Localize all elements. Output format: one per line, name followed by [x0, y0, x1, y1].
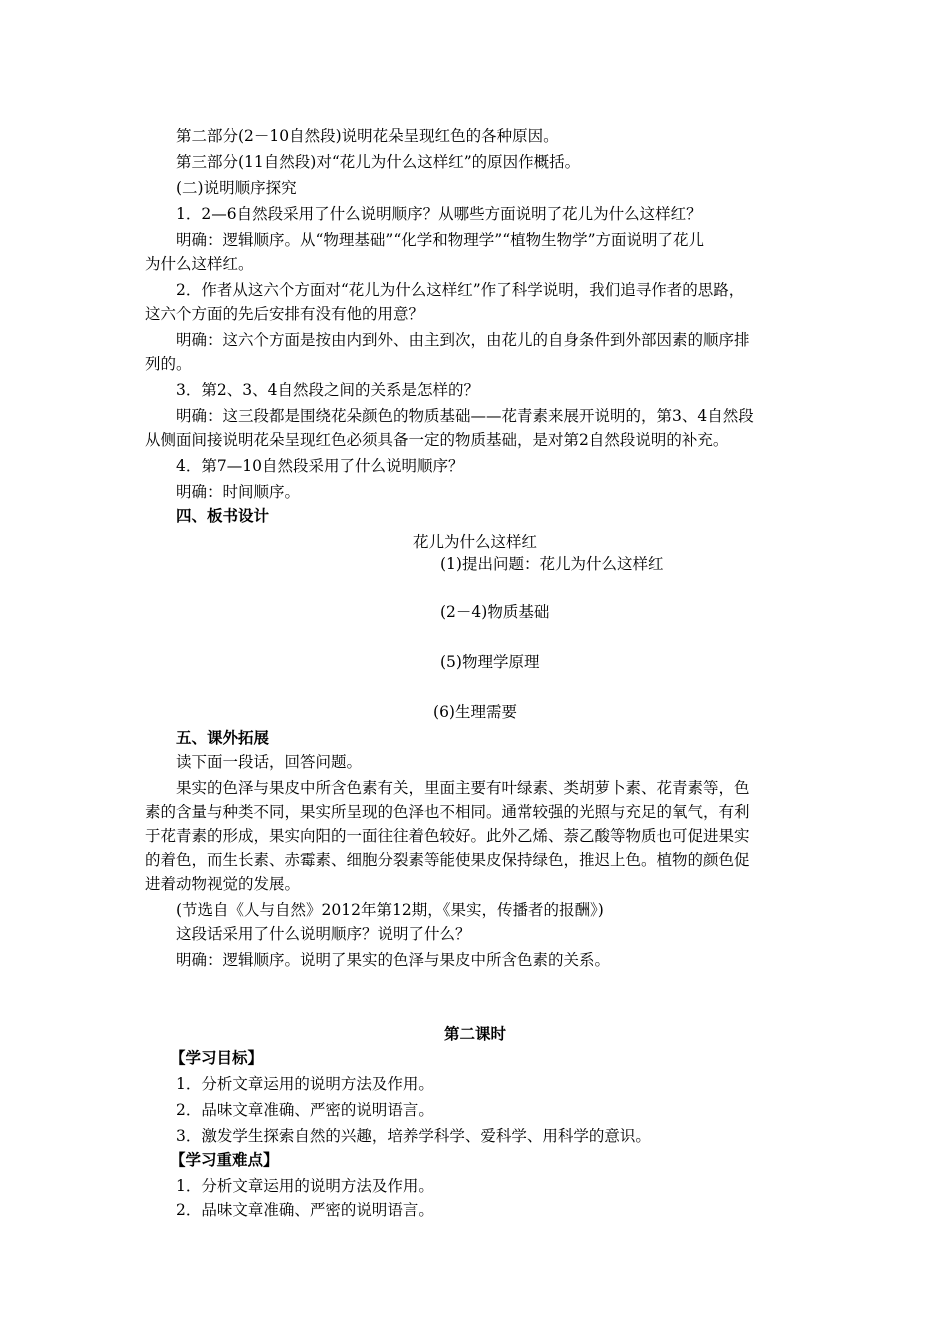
key-point-1: 1．分析文章运用的说明方法及作用。 — [176, 1177, 434, 1195]
question-2-line2: 这六个方面的先后安排有没有他的用意？ — [145, 305, 425, 323]
answer-4: 明确：时间顺序。 — [176, 483, 301, 501]
goal-2: 2．品味文章准确、严密的说明语言。 — [176, 1101, 434, 1119]
extension-text-line2: 素的含量与种类不同，果实所呈现的色泽也不相同。通常较强的光照与充足的氧气，有利 — [145, 803, 750, 821]
question-1: 1．2—6自然段采用了什么说明顺序？从哪些方面说明了花儿为什么这样红？ — [176, 205, 702, 223]
subheading-order: (二)说明顺序探究 — [176, 179, 297, 197]
extension-text-line3: 于花青素的形成，果实向阳的一面往往着色较好。此外乙烯、萘乙酸等物质也可促进果实 — [145, 827, 750, 845]
board-title: 花儿为什么这样红 — [412, 533, 537, 551]
lesson2-title: 第二课时 — [443, 1024, 506, 1043]
paragraph-part3: 第三部分(11自然段)对“花儿为什么这样红”的原因作概括。 — [176, 153, 581, 171]
board-line-4: (6)生理需要 — [433, 703, 517, 721]
answer-3-line2: 从侧面间接说明花朵呈现红色必须具备一定的物质基础，是对第2自然段说明的补充。 — [145, 431, 729, 449]
key-point-2: 2．品味文章准确、严密的说明语言。 — [176, 1201, 434, 1219]
goals-heading: 【学习目标】 — [170, 1048, 264, 1067]
board-line-2: (2－4)物质基础 — [440, 603, 550, 621]
question-3: 3．第2、3、4自然段之间的关系是怎样的？ — [176, 381, 479, 399]
extension-source: (节选自《人与自然》2012年第12期，《果实，传播者的报酬》) — [176, 901, 604, 919]
extension-answer: 明确：逻辑顺序。说明了果实的色泽与果皮中所含色素的关系。 — [176, 951, 611, 969]
board-line-1: (1)提出问题：花儿为什么这样红 — [440, 555, 664, 573]
extension-question: 这段话采用了什么说明顺序？说明了什么？ — [176, 925, 471, 943]
answer-1-line2: 为什么这样红。 — [145, 255, 254, 273]
paragraph-part2: 第二部分(2－10自然段)说明花朵呈现红色的各种原因。 — [176, 127, 559, 145]
extension-text-line4: 的着色，而生长素、赤霉素、细胞分裂素等能使果皮保持绿色，推迟上色。植物的颜色促 — [145, 851, 750, 869]
answer-2-line1: 明确：这六个方面是按由内到外、由主到次，由花儿的自身条件到外部因素的顺序排 — [176, 331, 750, 349]
answer-3-line1: 明确：这三段都是围绕花朵颜色的物质基础——花青素来展开说明的，第3、4自然段 — [176, 407, 754, 425]
answer-1-line1: 明确：逻辑顺序。从“物理基础”“化学和物理学”“植物生物学”方面说明了花儿 — [176, 231, 705, 249]
section-heading-board: 四、板书设计 — [176, 506, 270, 525]
question-2-line1: 2．作者从这六个方面对“花儿为什么这样红”作了科学说明，我们追寻作者的思路， — [176, 281, 745, 299]
section-heading-extension: 五、课外拓展 — [176, 728, 270, 747]
key-points-heading: 【学习重难点】 — [170, 1150, 279, 1169]
answer-2-line2: 列的。 — [145, 355, 192, 373]
board-line-3: (5)物理学原理 — [440, 653, 540, 671]
goal-3: 3．激发学生探索自然的兴趣，培养学科学、爱科学、用科学的意识。 — [176, 1127, 651, 1145]
question-4: 4．第7—10自然段采用了什么说明顺序？ — [176, 457, 464, 475]
extension-intro: 读下面一段话，回答问题。 — [176, 753, 363, 771]
goal-1: 1．分析文章运用的说明方法及作用。 — [176, 1075, 434, 1093]
extension-text-line1: 果实的色泽与果皮中所含色素有关，里面主要有叶绿素、类胡萝卜素、花青素等，色 — [176, 779, 750, 797]
extension-text-line5: 进着动物视觉的发展。 — [145, 875, 301, 893]
